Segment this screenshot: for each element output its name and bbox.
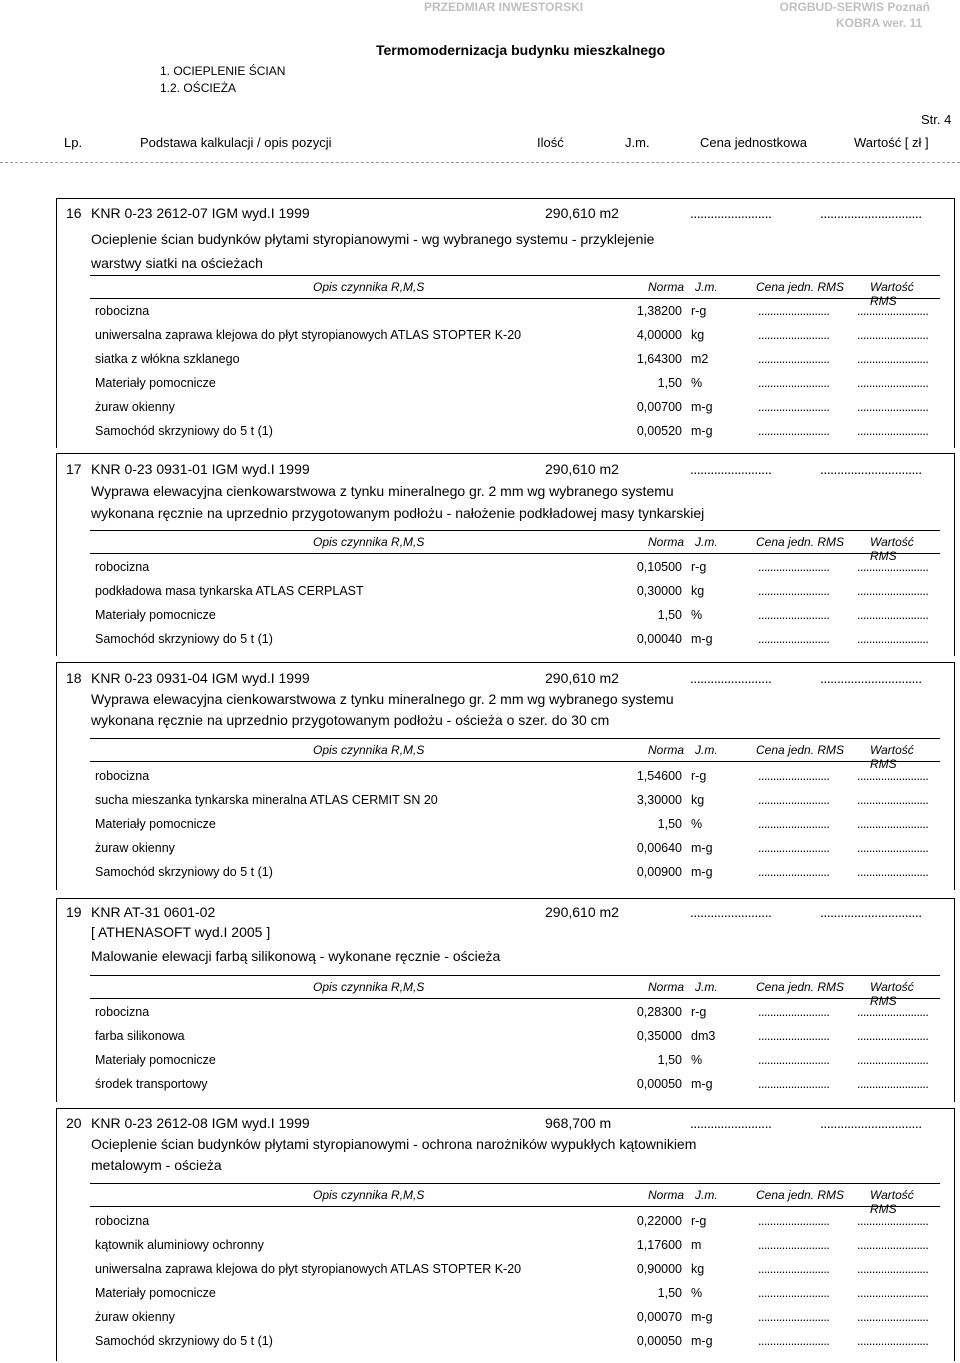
resource-unit: % <box>691 1286 703 1300</box>
resource-norm: 4,00000 <box>636 328 682 342</box>
value-placeholder: .............................. <box>820 205 922 221</box>
resource-price-placeholder: ........................ <box>758 328 830 342</box>
resource-unit: kg <box>691 793 705 807</box>
resource-norm: 0,35000 <box>636 1029 682 1043</box>
resource-value-placeholder: ........................ <box>857 1053 929 1067</box>
value-placeholder: .............................. <box>820 904 922 920</box>
resource-header <box>90 975 940 1008</box>
resource-unit: r-g <box>691 1214 707 1228</box>
resource-price-placeholder: ........................ <box>758 865 830 879</box>
resource-name: Samochód skrzyniowy do 5 t (1) <box>95 424 273 438</box>
resource-unit: m-g <box>691 632 713 646</box>
resource-norm: 0,00070 <box>636 1310 682 1324</box>
resource-value-placeholder: ........................ <box>857 424 929 438</box>
resource-price-placeholder: ........................ <box>758 1286 830 1300</box>
resource-norm: 0,00050 <box>636 1334 682 1348</box>
resource-col-unit: J.m. <box>695 280 718 294</box>
resource-norm: 0,30000 <box>636 584 682 598</box>
position-quantity: 290,610 m2 <box>545 461 619 477</box>
resource-norm: 1,50 <box>657 608 682 622</box>
resource-norm: 1,50 <box>657 1286 682 1300</box>
program-version: KOBRA wer. 11 <box>836 16 923 30</box>
resource-name: farba silikonowa <box>95 1029 185 1043</box>
resource-norm: 0,00520 <box>636 424 682 438</box>
resource-name: robocizna <box>95 560 150 574</box>
position-description: Wyprawa elewacyjna cienkowarstwowa z tynku mineralnego gr. 2 mm wg wybranego systemu <box>91 691 674 707</box>
resource-norm: 1,38200 <box>636 304 682 318</box>
resource-name: Samochód skrzyniowy do 5 t (1) <box>95 632 273 646</box>
resource-norm: 1,50 <box>657 1053 682 1067</box>
resource-norm: 0,22000 <box>636 1214 682 1228</box>
resource-value-placeholder: ........................ <box>857 1005 929 1019</box>
resource-unit: m-g <box>691 1334 713 1348</box>
position-basis-source: [ ATHENASOFT wyd.I 2005 ] <box>91 924 271 940</box>
resource-unit: m <box>691 1238 702 1252</box>
chapter-title: 1. OCIEPLENIE ŚCIAN <box>160 64 286 78</box>
position-basis: KNR 0-23 0931-01 IGM wyd.I 1999 <box>91 461 310 477</box>
resource-col-value: Wartość RMS <box>870 535 914 563</box>
resource-value-placeholder: ........................ <box>857 1286 929 1300</box>
resource-col-value: Wartość RMS <box>870 980 914 1008</box>
position-description: Ocieplenie ścian budynków płytami styropianowymi - ochrona narożników wypukłych kątownikiem <box>91 1136 697 1152</box>
resource-name: Samochód skrzyniowy do 5 t (1) <box>95 1334 273 1348</box>
position-basis: KNR 0-23 0931-04 IGM wyd.I 1999 <box>91 670 310 686</box>
resource-value-placeholder: ........................ <box>857 400 929 414</box>
resource-value-placeholder: ........................ <box>857 328 929 342</box>
resource-col-desc: Opis czynnika R,M,S <box>313 980 425 994</box>
resource-header <box>90 530 940 563</box>
resource-price-placeholder: ........................ <box>758 400 830 414</box>
resource-col-desc: Opis czynnika R,M,S <box>313 280 425 294</box>
resource-name: żuraw okienny <box>95 841 175 855</box>
position-number: 20 <box>66 1115 82 1131</box>
value-placeholder: .............................. <box>820 1115 922 1131</box>
position-quantity: 290,610 m2 <box>545 205 619 221</box>
position-description-cont: metalowym - ościeża <box>91 1157 222 1173</box>
resource-name: kątownik aluminiowy ochronny <box>95 1238 264 1252</box>
resource-unit: m-g <box>691 424 713 438</box>
resource-value-placeholder: ........................ <box>857 1077 929 1091</box>
resource-unit: m-g <box>691 400 713 414</box>
resource-price-placeholder: ........................ <box>758 1238 830 1252</box>
resource-price-placeholder: ........................ <box>758 1053 830 1067</box>
resource-value-placeholder: ........................ <box>857 769 929 783</box>
resource-price-placeholder: ........................ <box>758 560 830 574</box>
resource-col-norm: Norma <box>648 980 685 994</box>
resource-price-placeholder: ........................ <box>758 304 830 318</box>
resource-price-placeholder: ........................ <box>758 608 830 622</box>
resource-col-price: Cena jedn. RMS <box>756 280 845 294</box>
resource-name: Materiały pomocnicze <box>95 1053 216 1067</box>
document-title: Termomodernizacja budynku mieszkalnego <box>376 42 666 58</box>
resource-price-placeholder: ........................ <box>758 424 830 438</box>
resource-col-value: Wartość RMS <box>870 743 914 771</box>
position-basis: KNR 0-23 2612-08 IGM wyd.I 1999 <box>91 1115 310 1131</box>
resource-name: uniwersalna zaprawa klejowa do płyt styropianowych ATLAS STOPTER K-20 <box>95 1262 522 1276</box>
resource-norm: 0,00900 <box>636 865 682 879</box>
resource-unit: kg <box>691 328 705 342</box>
resource-value-placeholder: ........................ <box>857 584 929 598</box>
resource-value-placeholder: ........................ <box>857 1334 929 1348</box>
resource-col-norm: Norma <box>648 535 685 549</box>
resource-name: robocizna <box>95 1214 150 1228</box>
resource-name: Materiały pomocnicze <box>95 608 216 622</box>
resource-value-placeholder: ........................ <box>857 865 929 879</box>
resource-price-placeholder: ........................ <box>758 793 830 807</box>
resource-unit: % <box>691 376 703 390</box>
resource-col-desc: Opis czynnika R,M,S <box>313 1188 425 1202</box>
resource-value-placeholder: ........................ <box>857 1238 929 1252</box>
company-name: ORGBUD-SERWIS Poznań <box>779 0 930 14</box>
resource-norm: 0,00040 <box>636 632 682 646</box>
resource-price-placeholder: ........................ <box>758 376 830 390</box>
resource-price-placeholder: ........................ <box>758 1310 830 1324</box>
resource-value-placeholder: ........................ <box>857 632 929 646</box>
resource-price-placeholder: ........................ <box>758 584 830 598</box>
position-description: Malowanie elewacji farbą silikonową - wykonane ręcznie - ościeża <box>91 948 501 964</box>
resource-price-placeholder: ........................ <box>758 1214 830 1228</box>
column-lp: Lp. <box>64 135 83 150</box>
resource-value-placeholder: ........................ <box>857 352 929 366</box>
position-description: Wyprawa elewacyjna cienkowarstwowa z tynku mineralnego gr. 2 mm wg wybranego systemu <box>91 483 674 499</box>
resource-unit: m-g <box>691 841 713 855</box>
column-basis: Podstawa kalkulacji / opis pozycji <box>140 135 332 150</box>
resource-price-placeholder: ........................ <box>758 1334 830 1348</box>
resource-name: robocizna <box>95 769 150 783</box>
resource-col-price: Cena jedn. RMS <box>756 980 845 994</box>
resource-norm: 1,50 <box>657 817 682 831</box>
resource-unit: dm3 <box>691 1029 716 1043</box>
resource-name: podkładowa masa tynkarska ATLAS CERPLAST <box>95 584 364 598</box>
resource-value-placeholder: ........................ <box>857 1029 929 1043</box>
resource-price-placeholder: ........................ <box>758 1005 830 1019</box>
doc-type: PRZEDMIAR INWESTORSKI <box>424 0 584 14</box>
position-description-cont: wykonana ręcznie na uprzednio przygotowanym podłożu - ościeża o szer. do 30 cm <box>91 712 610 728</box>
subchapter-title: 1.2. OŚCIEŻA <box>160 81 237 95</box>
resource-norm: 1,64300 <box>636 352 682 366</box>
resource-name: uniwersalna zaprawa klejowa do płyt styropianowych ATLAS STOPTER K-20 <box>95 328 522 342</box>
resource-price-placeholder: ........................ <box>758 1262 830 1276</box>
resource-value-placeholder: ........................ <box>857 1310 929 1324</box>
resource-norm: 0,00050 <box>636 1077 682 1091</box>
resource-value-placeholder: ........................ <box>857 304 929 318</box>
resource-unit: kg <box>691 584 705 598</box>
resource-col-norm: Norma <box>648 743 685 757</box>
unit-price-placeholder: ........................ <box>690 205 772 221</box>
column-qty: Ilość <box>537 135 564 150</box>
page-number: Str. 4 <box>921 112 952 127</box>
resource-col-value: Wartość RMS <box>870 1188 914 1216</box>
resource-value-placeholder: ........................ <box>857 817 929 831</box>
resource-norm: 0,10500 <box>636 560 682 574</box>
position-number: 16 <box>66 205 82 221</box>
resource-norm: 1,17600 <box>636 1238 682 1252</box>
resource-value-placeholder: ........................ <box>857 793 929 807</box>
resource-norm: 0,00640 <box>636 841 682 855</box>
resource-price-placeholder: ........................ <box>758 841 830 855</box>
resource-col-price: Cena jedn. RMS <box>756 535 845 549</box>
resource-col-unit: J.m. <box>695 743 718 757</box>
resource-name: środek transportowy <box>95 1077 208 1091</box>
column-unit: J.m. <box>625 135 650 150</box>
resource-price-placeholder: ........................ <box>758 352 830 366</box>
position-quantity: 290,610 m2 <box>545 904 619 920</box>
header-separator <box>0 162 960 163</box>
position-description-cont: wykonana ręcznie na uprzednio przygotowanym podłożu - nałożenie podkładowej masy tynkarskiej <box>91 505 705 521</box>
resource-unit: r-g <box>691 769 707 783</box>
resource-unit: m-g <box>691 1077 713 1091</box>
resource-value-placeholder: ........................ <box>857 376 929 390</box>
resource-col-price: Cena jedn. RMS <box>756 743 845 757</box>
resource-unit: m-g <box>691 865 713 879</box>
resource-unit: r-g <box>691 560 707 574</box>
resource-unit: r-g <box>691 1005 707 1019</box>
column-value: Wartość [ zł ] <box>854 135 929 150</box>
resource-price-placeholder: ........................ <box>758 1077 830 1091</box>
resource-col-norm: Norma <box>648 280 685 294</box>
resource-unit: kg <box>691 1262 705 1276</box>
resource-norm: 3,30000 <box>636 793 682 807</box>
position-quantity: 968,700 m <box>545 1115 612 1131</box>
resource-unit: m2 <box>691 352 709 366</box>
position-quantity: 290,610 m2 <box>545 670 619 686</box>
resource-norm: 1,54600 <box>636 769 682 783</box>
resource-name: żuraw okienny <box>95 400 175 414</box>
value-placeholder: .............................. <box>820 670 922 686</box>
resource-price-placeholder: ........................ <box>758 632 830 646</box>
resource-value-placeholder: ........................ <box>857 608 929 622</box>
unit-price-placeholder: ........................ <box>690 461 772 477</box>
unit-price-placeholder: ........................ <box>690 670 772 686</box>
resource-name: Samochód skrzyniowy do 5 t (1) <box>95 865 273 879</box>
resource-name: Materiały pomocnicze <box>95 1286 216 1300</box>
position-basis: KNR AT-31 0601-02 <box>91 904 216 920</box>
resource-col-desc: Opis czynnika R,M,S <box>313 743 425 757</box>
resource-norm: 1,50 <box>657 376 682 390</box>
resource-name: sucha mieszanka tynkarska mineralna ATLAS CERMIT SN 20 <box>95 793 438 807</box>
resource-price-placeholder: ........................ <box>758 1029 830 1043</box>
resource-name: Materiały pomocnicze <box>95 817 216 831</box>
resource-norm: 0,90000 <box>636 1262 682 1276</box>
position-number: 19 <box>66 904 82 920</box>
resource-norm: 0,00700 <box>636 400 682 414</box>
resource-value-placeholder: ........................ <box>857 1214 929 1228</box>
resource-col-norm: Norma <box>648 1188 685 1202</box>
resource-unit: r-g <box>691 304 707 318</box>
resource-col-value: Wartość RMS <box>870 280 914 308</box>
resource-col-unit: J.m. <box>695 535 718 549</box>
resource-name: siatka z włókna szklanego <box>95 352 240 366</box>
resource-col-unit: J.m. <box>695 1188 718 1202</box>
resource-unit: % <box>691 608 703 622</box>
position-basis: KNR 0-23 2612-07 IGM wyd.I 1999 <box>91 205 310 221</box>
resource-name: żuraw okienny <box>95 1310 175 1324</box>
position-number: 18 <box>66 670 82 686</box>
resource-col-desc: Opis czynnika R,M,S <box>313 535 425 549</box>
resource-unit: % <box>691 817 703 831</box>
resource-price-placeholder: ........................ <box>758 817 830 831</box>
resource-header <box>90 738 940 771</box>
resource-name: Materiały pomocnicze <box>95 376 216 390</box>
column-price: Cena jednostkowa <box>700 135 807 150</box>
position-description-cont: warstwy siatki na ościeżach <box>91 255 263 271</box>
resource-value-placeholder: ........................ <box>857 560 929 574</box>
resource-col-unit: J.m. <box>695 980 718 994</box>
resource-header <box>90 275 940 308</box>
unit-price-placeholder: ........................ <box>690 904 772 920</box>
resource-header <box>90 1183 940 1216</box>
value-placeholder: .............................. <box>820 461 922 477</box>
unit-price-placeholder: ........................ <box>690 1115 772 1131</box>
resource-col-price: Cena jedn. RMS <box>756 1188 845 1202</box>
resource-unit: m-g <box>691 1310 713 1324</box>
resource-name: robocizna <box>95 304 150 318</box>
position-number: 17 <box>66 461 82 477</box>
position-description: Ocieplenie ścian budynków płytami styropianowymi - wg wybranego systemu - przyklejenie <box>91 231 655 247</box>
resource-value-placeholder: ........................ <box>857 841 929 855</box>
resource-unit: % <box>691 1053 703 1067</box>
resource-price-placeholder: ........................ <box>758 769 830 783</box>
resource-norm: 0,28300 <box>636 1005 682 1019</box>
resource-name: robocizna <box>95 1005 150 1019</box>
resource-value-placeholder: ........................ <box>857 1262 929 1276</box>
